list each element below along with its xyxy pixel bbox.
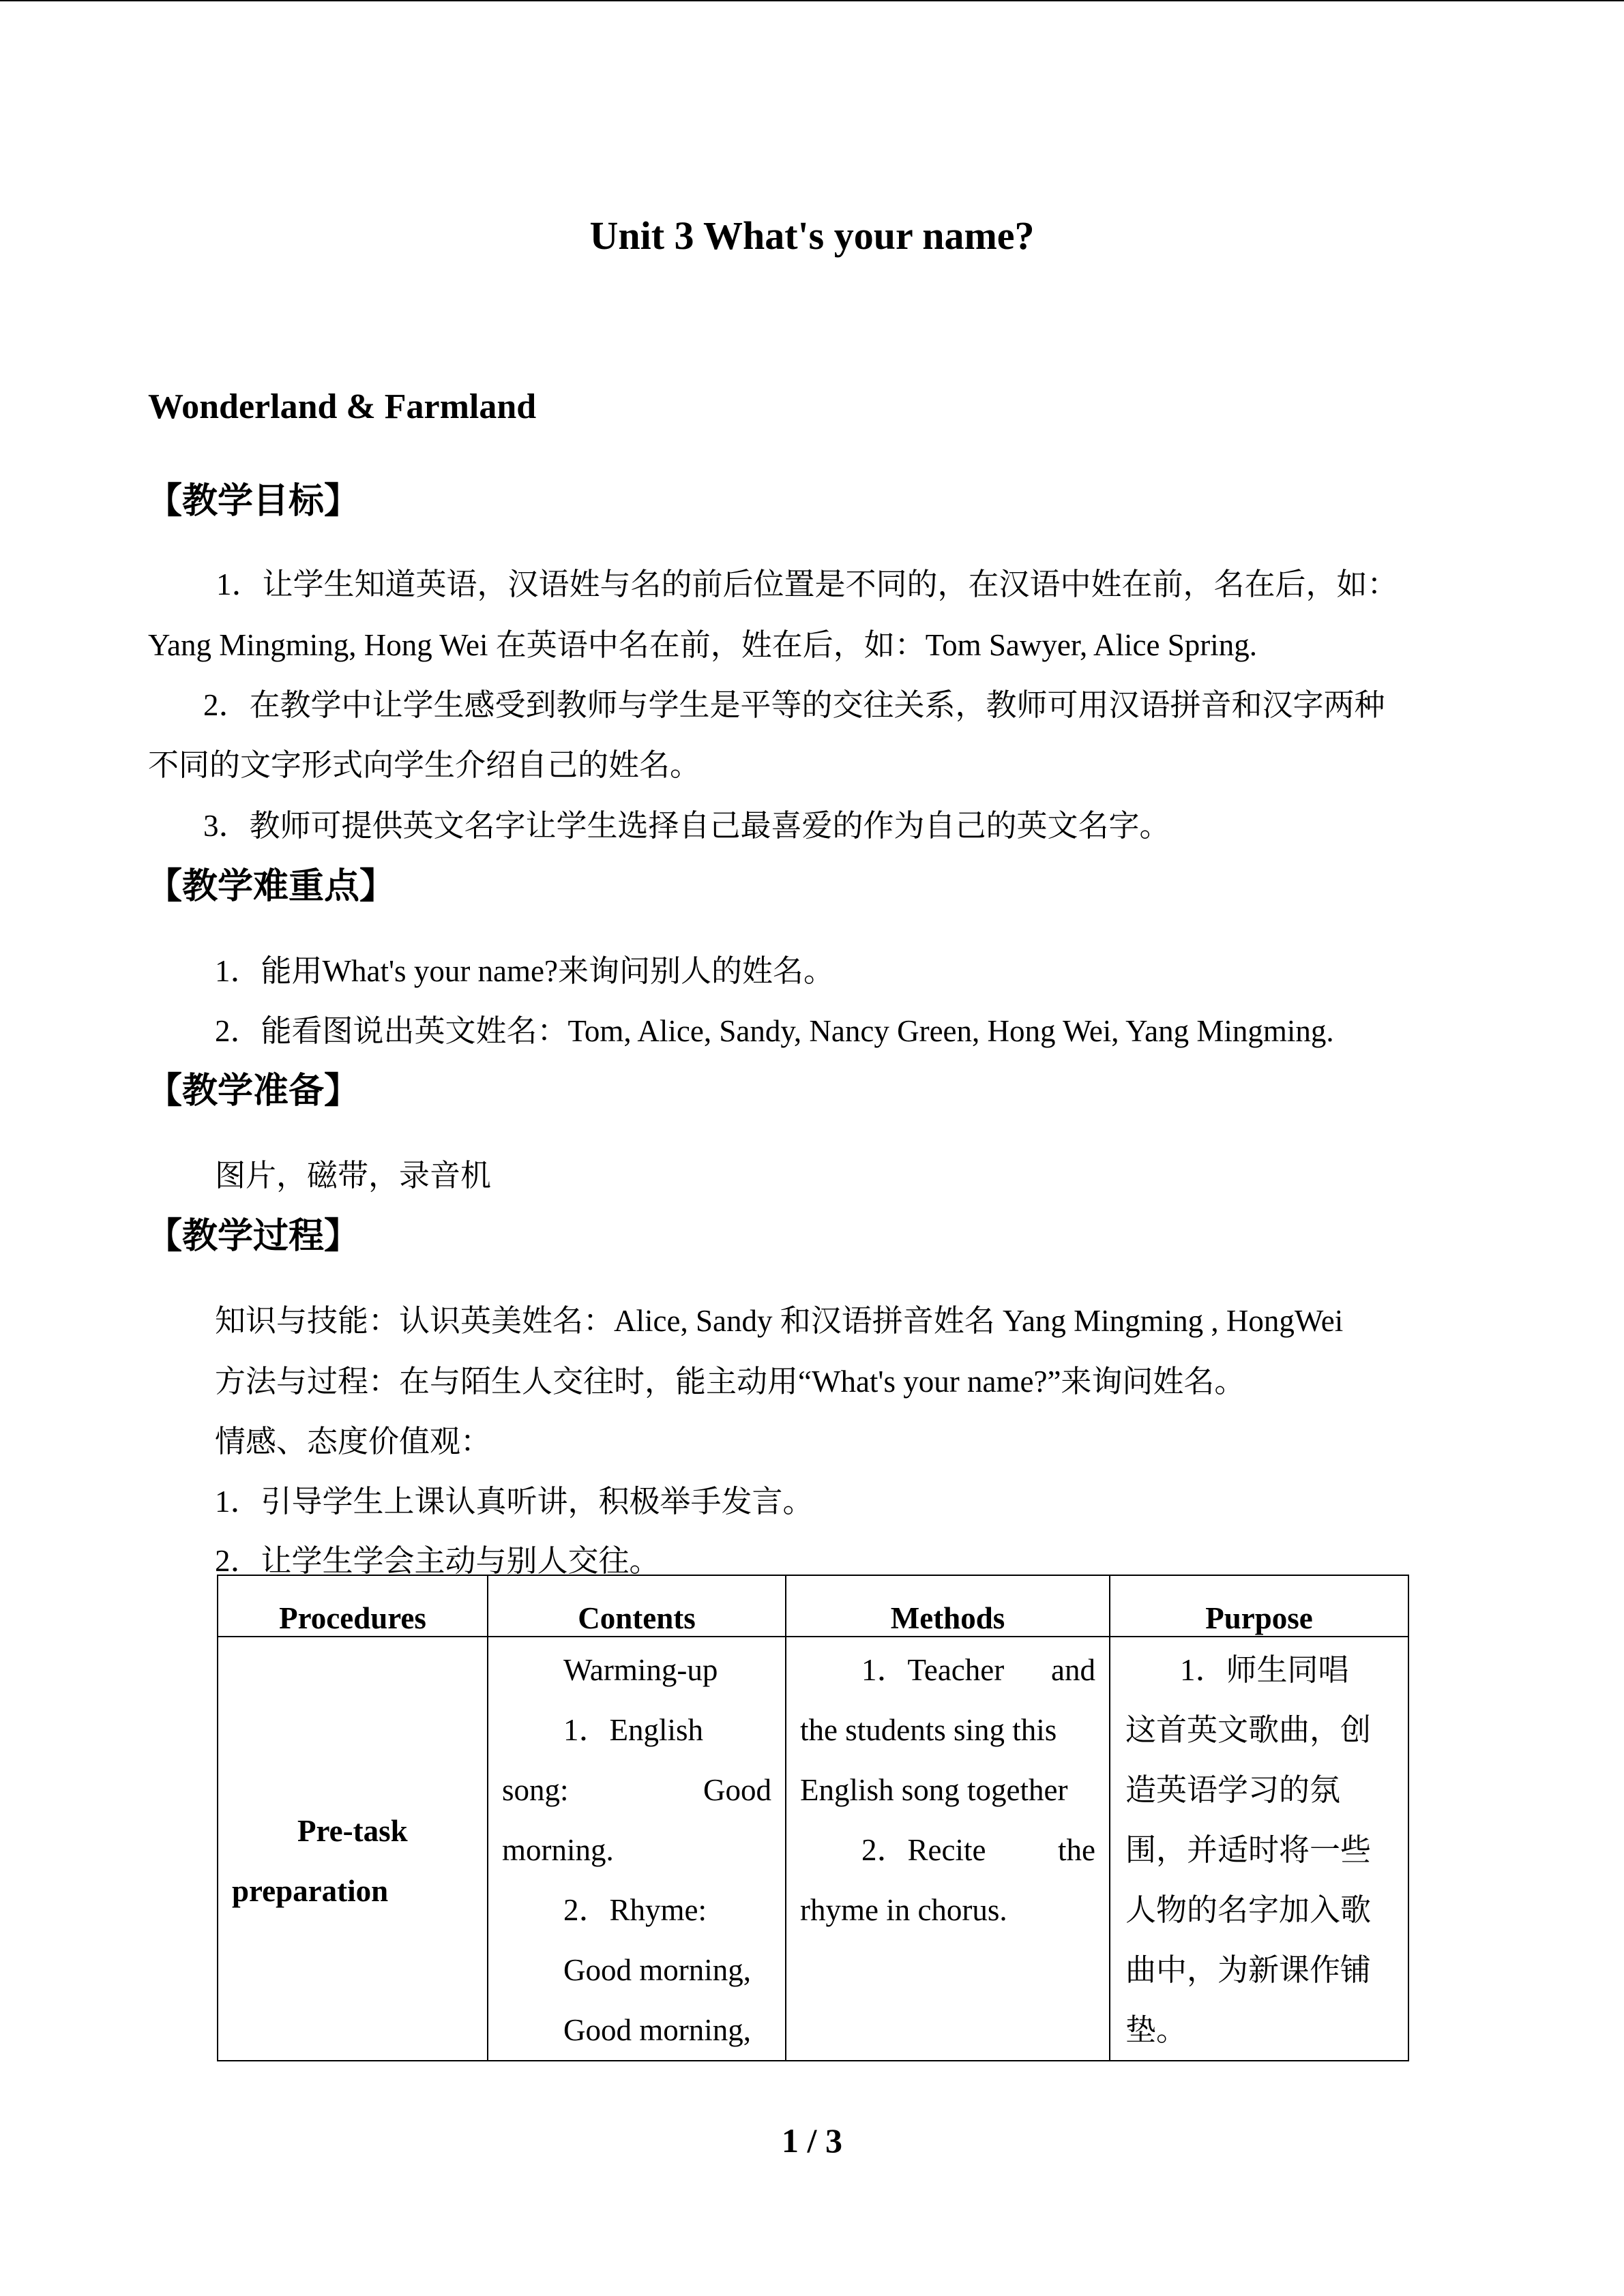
process-line-1: 知识与技能：认识英美姓名：Alice, Sandy 和汉语拼音姓名 Yang Mingming , HongWei — [215, 1304, 1344, 1338]
methods-line-4 — [800, 1820, 1095, 1880]
document-title: Unit 3 What's your name? — [589, 213, 1035, 258]
key-points-line-2: 2．能看图说出英文姓名：Tom, Alice, Sandy, Nancy Green, Hong Wei, Yang Mingming. — [215, 1014, 1334, 1048]
key-points-heading: 【教学难重点】 — [147, 866, 396, 907]
page-number: 1 / 3 — [782, 2121, 842, 2160]
procedure-cell — [218, 1637, 488, 2061]
key-points-line-1: 1．能用What's your name?来询问别人的姓名。 — [215, 954, 834, 988]
header-methods: Methods — [786, 1575, 1110, 1637]
purpose-line-1: 1．师生同唱 — [1180, 1653, 1349, 1687]
purpose-line-2: 这首英文歌曲，创 — [1125, 1713, 1372, 1747]
objectives-line-5: 3．教师可提供英文名字让学生选择自己最喜爱的作为自己的英文名字。 — [203, 809, 1170, 843]
methods-cell — [786, 1637, 1110, 2061]
methods-line-1 — [800, 1640, 1095, 1700]
process-line-5: 2．让学生学会主动与别人交往。 — [215, 1544, 660, 1578]
purpose-line-4: 围，并适时将一些 — [1125, 1833, 1372, 1867]
table-row — [218, 1637, 1408, 2061]
table-header-row — [218, 1575, 1408, 1637]
purpose-line-7: 垫。 — [1125, 2013, 1187, 2047]
purpose-cell — [1110, 1637, 1408, 2061]
lesson-procedure-table — [217, 1575, 1409, 2061]
header-contents: Contents — [488, 1575, 786, 1637]
preparation-heading: 【教学准备】 — [147, 1071, 360, 1112]
objectives-line-2: Yang Mingming, Hong Wei 在英语中名在前，姓在后，如：Tom Sawyer, Alice Spring. — [148, 628, 1257, 662]
process-heading: 【教学过程】 — [147, 1216, 360, 1257]
objectives-line-1: 1．让学生知道英语，汉语姓与名的前后位置是不同的，在汉语中姓在前，名在后，如： — [216, 567, 1398, 601]
contents-line-3-right: Good — [703, 1773, 771, 1807]
purpose-line-3: 造英语学习的氛 — [1125, 1773, 1341, 1807]
purpose-line-5: 人物的名字加入歌 — [1125, 1893, 1372, 1927]
contents-line-6: Good morning, — [563, 1953, 751, 1987]
methods-line-1-left: 1．Teacher — [861, 1653, 1005, 1687]
methods-line-5: rhyme in chorus. — [800, 1893, 1007, 1927]
purpose-line-6: 曲中，为新课作铺 — [1125, 1953, 1372, 1987]
contents-line-1: Warming-up — [563, 1653, 718, 1687]
preparation-line-1: 图片，磁带，录音机 — [215, 1159, 492, 1193]
contents-line-5: 2．Rhyme: — [563, 1893, 707, 1927]
methods-line-2: the students sing this — [800, 1713, 1057, 1747]
methods-line-3: English song together — [800, 1773, 1068, 1807]
objectives-line-3: 2．在教学中让学生感受到教师与学生是平等的交往关系，教师可用汉语拼音和汉字两种 — [203, 688, 1385, 722]
methods-line-4-left: 2．Recite — [861, 1833, 986, 1867]
contents-line-3 — [502, 1760, 771, 1820]
process-line-4: 1．引导学生上课认真听讲，积极举手发言。 — [215, 1485, 814, 1519]
objectives-line-4: 不同的文字形式向学生介绍自己的姓名。 — [148, 748, 701, 782]
contents-line-7: Good morning, — [563, 2013, 751, 2047]
methods-line-4-right: the — [1058, 1833, 1095, 1867]
contents-line-3-left: song: — [502, 1773, 569, 1807]
procedure-line-1: Pre-task — [297, 1814, 408, 1848]
contents-line-4: morning. — [502, 1833, 614, 1867]
procedure-line-2: preparation — [232, 1874, 389, 1908]
contents-line-2: 1．English — [563, 1713, 704, 1747]
header-procedures: Procedures — [218, 1575, 488, 1637]
methods-line-1-right: and — [1051, 1653, 1095, 1687]
objectives-heading: 【教学目标】 — [147, 481, 360, 522]
process-line-2: 方法与过程：在与陌生人交往时，能主动用“What's your name?”来询问姓名。 — [215, 1365, 1245, 1399]
lesson-subtitle: Wonderland & Farmland — [148, 387, 537, 426]
process-line-3: 情感、态度价值观： — [215, 1425, 492, 1459]
header-purpose: Purpose — [1110, 1575, 1408, 1637]
contents-cell — [488, 1637, 786, 2061]
